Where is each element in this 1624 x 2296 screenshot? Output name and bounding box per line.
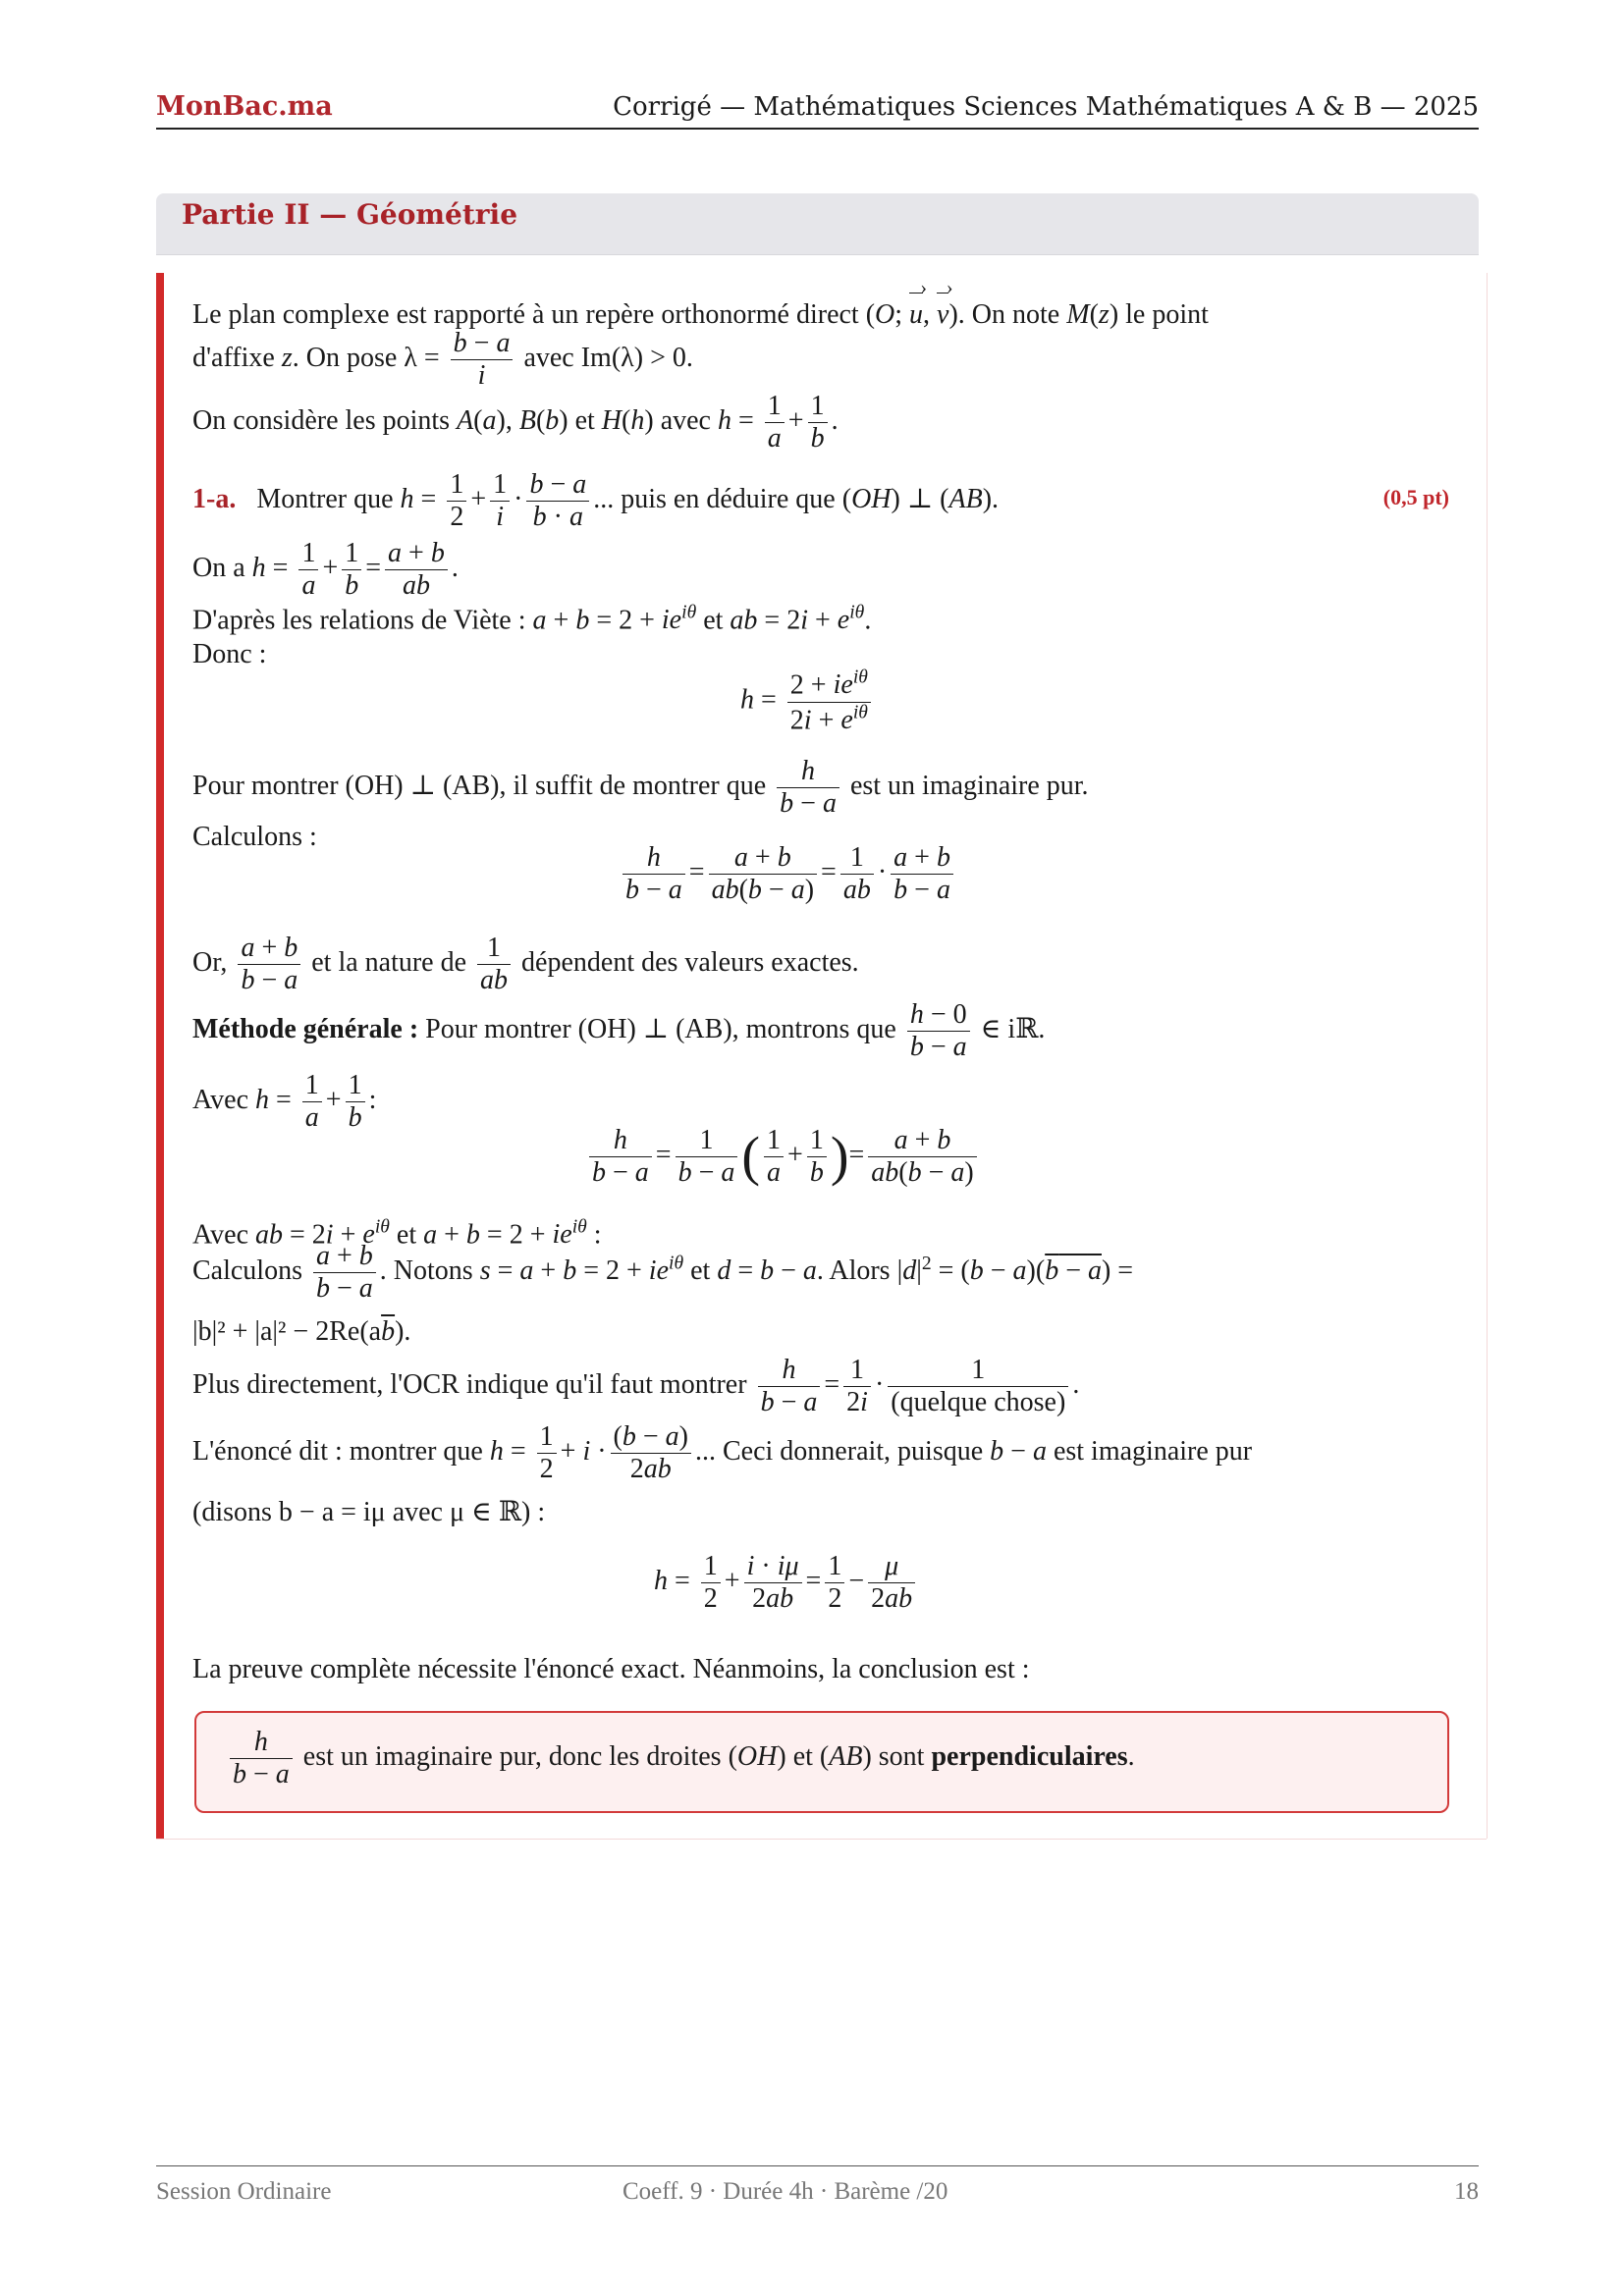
- header-subject: Corrigé — Mathématiques Sciences Mathématiques A & B — 2025: [613, 92, 1479, 122]
- or-line: Or, $\frac{a + b}{b - a}$ et la nature de $\frac{1}{ab}$ dépendent des valeurs exactes.: [192, 933, 859, 996]
- directement-line: Plus directement, l'OCR indique qu'il faut montrer $\frac{h}{b - a}$ = $\frac{1}{2i}$ · $\frac{1}{\text{(quelque chose)}}$ .: [192, 1355, 1080, 1418]
- enonce-line: L'énoncé dit : montrer que h = $\frac{1}{2}$ + i · $\frac{(b - a)}{2ab}$ ... Ceci donnerait, puisque b − a est imaginaire pur: [192, 1421, 1253, 1485]
- donc-line: Donc :: [192, 639, 267, 669]
- final-display-equation: h = $\frac{1}{2}$ + $\frac{i \cdot i\mu}{2ab}$ = $\frac{1}{2}$ − $\frac{\mu}{2ab}$: [654, 1551, 919, 1615]
- section-title: Partie II — Géométrie: [182, 198, 518, 231]
- footer-session: Session Ordinaire: [156, 2178, 332, 2205]
- h-display-equation: h = $\frac{2 + ie^{i\theta}}{2i + e^{i\theta}}$: [740, 667, 875, 736]
- intro-line-2: d'affixe z. On pose λ = $\frac{b - a}{i}$ avec Im(λ) > 0.: [192, 328, 693, 392]
- avec-h-display-equation: $\frac{h}{b - a}$ = $\frac{1}{b - a}$ ( $\frac{1}{a}$ + $\frac{1}{b}$ )= $\frac{a + b}{ab(b - a)}$: [585, 1125, 981, 1189]
- viete-line: D'après les relations de Viète : $a + b = 2 + ie^{i\theta}$ et ab = $2i + e^{i\theta}$.: [192, 603, 872, 636]
- preuve-line: La preuve complète nécessite l'énoncé exact. Néanmoins, la conclusion est :: [192, 1654, 1030, 1684]
- page-footer: [156, 2165, 1479, 2216]
- on-a-line: On a h = $\frac{1}{a}$ + $\frac{1}{b}$ = $\frac{a + b}{ab}$ .: [192, 538, 459, 602]
- points-badge: (0,5 pt): [1382, 485, 1449, 509]
- brand-logo-text[interactable]: MonBac.ma: [156, 91, 333, 122]
- section-header: [156, 193, 1479, 255]
- page-number: 18: [1454, 2178, 1479, 2205]
- calc-display-equation: $\frac{h}{b - a}$ = $\frac{a + b}{ab(b - a)}$ = $\frac{1}{ab}$ · $\frac{a + b}{b - a}$: [619, 842, 957, 906]
- question-1a: 1-a. Montrer que h = $\frac{1}{2}$ + $\frac{1}{i}$ · $\frac{b - a}{b \cdot a}$ ... puis en déduire que (OH) ⊥ (AB). (0,5 pt): [192, 469, 1449, 533]
- conclusion-text: $\frac{h}{b - a}$ est un imaginaire pur, donc les droites (OH) et (AB) sont perpendiculaires.: [226, 1727, 1135, 1790]
- avec-ab-line: Avec ab = $2i + e^{i\theta}$ et $a + b = 2 + ie^{i\theta}$ :: [192, 1217, 602, 1251]
- conclusion-box: [194, 1711, 1449, 1813]
- footer-coeff: Coeff. 9 · Durée 4h · Barème /20: [623, 2178, 948, 2205]
- pour-montrer-line: Pour montrer (OH) ⊥ (AB), il suffit de montrer que $\frac{h}{b - a}$ est un imaginaire pur.: [192, 756, 1089, 820]
- question-label: 1-a.: [192, 484, 237, 515]
- calculons-line: Calculons :: [192, 822, 317, 852]
- intro-line-3: On considère les points A(a), B(b) et H(h) avec h = $\frac{1}{a}$ + $\frac{1}{b}$ .: [192, 391, 839, 454]
- methode-line: Méthode générale : Pour montrer (OH) ⊥ (AB), montrons que $\frac{h - 0}{b - a}$ ∈ iℝ.: [192, 999, 1046, 1063]
- intro-line-1: Le plan complexe est rapporté à un repère orthonormé direct (O; u ›, v ›). On note M(z) le point: [192, 296, 1209, 334]
- disons-line: (disons b − a = iμ avec μ ∈ ℝ) :: [192, 1497, 546, 1527]
- avec-h-line: Avec h = $\frac{1}{a}$ + $\frac{1}{b}$ :: [192, 1070, 377, 1134]
- calculons-2-line: Calculons $\frac{a + b}{b - a}$ . Notons $s = a + b = 2 + ie^{i\theta}$ et d = b − a. Alors $|d|^2 = (b - a)(b - a)$ =: [192, 1241, 1134, 1305]
- calculons-2-line-2: $|b|^2 + |a|^2 - 2Re(a\overline{b})$.: [192, 1316, 411, 1347]
- page-header: [156, 90, 1479, 130]
- lambda-fraction: $\frac{b - a}{i}$: [451, 328, 514, 392]
